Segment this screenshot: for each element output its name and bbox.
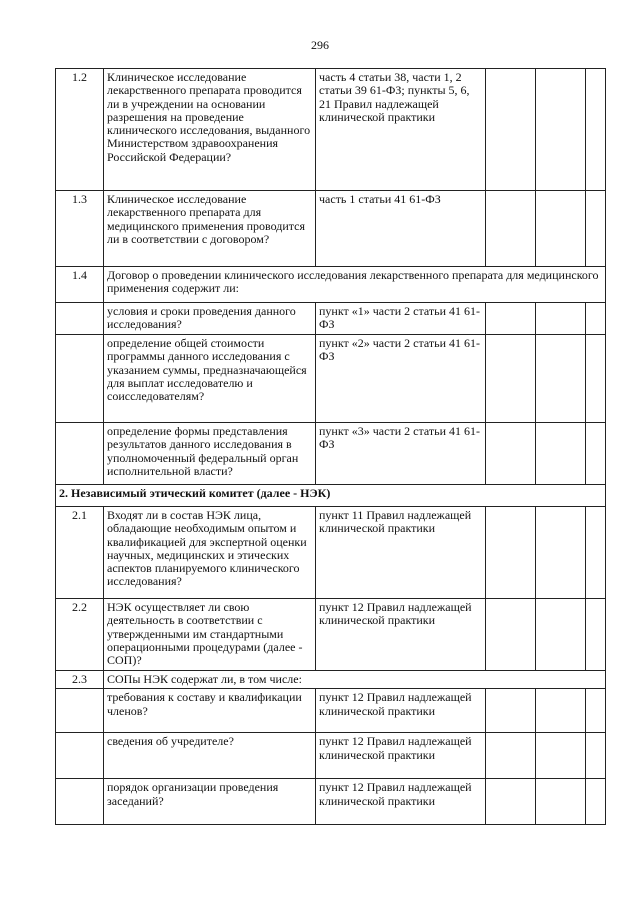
- notes-cell: [586, 303, 606, 335]
- answer-cell: [486, 733, 536, 779]
- question-cell: порядок организации проведения заседаний?: [104, 779, 316, 825]
- notes-cell: [586, 335, 606, 423]
- answer-cell: [536, 191, 586, 267]
- reference-cell: пункт 11 Правил надлежащей клинической практики: [316, 507, 486, 599]
- answer-cell: [486, 599, 536, 671]
- answer-cell: [536, 303, 586, 335]
- notes-cell: [586, 779, 606, 825]
- group-question-cell: Договор о проведении клинического исследования лекарственного препарата для медицинского применения содержит ли:: [104, 267, 606, 303]
- answer-cell: [486, 335, 536, 423]
- reference-cell: пункт «3» части 2 статьи 41 61-ФЗ: [316, 423, 486, 485]
- table-row: [56, 335, 606, 423]
- question-cell: НЭК осуществляет ли свою деятельность в соответствии с утвержденными им стандартными операционными процедурами (далее - СОП)?: [104, 599, 316, 671]
- reference-cell: часть 1 статьи 41 61-ФЗ: [316, 191, 486, 267]
- notes-cell: [586, 191, 606, 267]
- table-row: [56, 671, 606, 689]
- answer-cell: [486, 69, 536, 191]
- table-row: [56, 779, 606, 825]
- answer-cell: [536, 507, 586, 599]
- question-cell: Клиническое исследование лекарственного препарата для медицинского применения проводится ли в соответствии с договором?: [104, 191, 316, 267]
- table-row: [56, 303, 606, 335]
- reference-cell: пункт 12 Правил надлежащей клинической практики: [316, 689, 486, 733]
- answer-cell: [486, 303, 536, 335]
- answer-cell: [486, 507, 536, 599]
- question-cell: Клиническое исследование лекарственного препарата проводится ли в учреждении на основании разрешения на проведение клинического исследования, выданного Министерством здравоохранения Российской Федерации?: [104, 69, 316, 191]
- table-row: [56, 599, 606, 671]
- row-number: 1.2: [56, 69, 104, 191]
- reference-cell: пункт «2» части 2 статьи 41 61-ФЗ: [316, 335, 486, 423]
- answer-cell: [486, 689, 536, 733]
- row-number: 2.2: [56, 599, 104, 671]
- reference-cell: пункт 12 Правил надлежащей клинической практики: [316, 733, 486, 779]
- question-cell: условия и сроки проведения данного исследования?: [104, 303, 316, 335]
- answer-cell: [486, 779, 536, 825]
- notes-cell: [586, 599, 606, 671]
- answer-cell: [536, 733, 586, 779]
- row-number-empty: [56, 303, 104, 335]
- notes-cell: [586, 689, 606, 733]
- question-cell: требования к составу и квалификации членов?: [104, 689, 316, 733]
- row-number-empty: [56, 335, 104, 423]
- checklist-table: [55, 68, 606, 825]
- row-number-empty: [56, 733, 104, 779]
- answer-cell: [536, 779, 586, 825]
- question-cell: Входят ли в состав НЭК лица, обладающие необходимым опытом и квалификацией для экспертной оценки научных, медицинских и этических аспектов планируемого клинического исследования?: [104, 507, 316, 599]
- question-cell: определение формы представления результатов данного исследования в уполномоченный федеральный орган исполнительной власти?: [104, 423, 316, 485]
- answer-cell: [536, 69, 586, 191]
- table-row: [56, 507, 606, 599]
- table-row: [56, 191, 606, 267]
- notes-cell: [586, 69, 606, 191]
- answer-cell: [536, 599, 586, 671]
- notes-cell: [586, 507, 606, 599]
- row-number: 1.4: [56, 267, 104, 303]
- row-number: 2.1: [56, 507, 104, 599]
- reference-cell: часть 4 статьи 38, части 1, 2 статьи 39 61-ФЗ; пункты 5, 6, 21 Правил надлежащей клинической практики: [316, 69, 486, 191]
- answer-cell: [536, 689, 586, 733]
- answer-cell: [486, 191, 536, 267]
- notes-cell: [586, 423, 606, 485]
- question-cell: определение общей стоимости программы данного исследования с указанием суммы, предназначающейся для выплат исследователю и соисследователям?: [104, 335, 316, 423]
- table-row: [56, 423, 606, 485]
- notes-cell: [586, 733, 606, 779]
- page-number: 296: [311, 38, 329, 52]
- answer-cell: [536, 335, 586, 423]
- row-number-empty: [56, 689, 104, 733]
- answer-cell: [486, 423, 536, 485]
- table-row: [56, 267, 606, 303]
- reference-cell: пункт 12 Правил надлежащей клинической практики: [316, 779, 486, 825]
- table-row: [56, 689, 606, 733]
- section-title: 2. Независимый этический комитет (далее - НЭК): [56, 485, 606, 507]
- answer-cell: [536, 423, 586, 485]
- row-number: 2.3: [56, 671, 104, 689]
- group-question-cell: СОПы НЭК содержат ли, в том числе:: [104, 671, 606, 689]
- table-row: [56, 69, 606, 191]
- row-number-empty: [56, 779, 104, 825]
- row-number: 1.3: [56, 191, 104, 267]
- table-row: [56, 485, 606, 507]
- reference-cell: пункт 12 Правил надлежащей клинической практики: [316, 599, 486, 671]
- row-number-empty: [56, 423, 104, 485]
- question-cell: сведения об учредителе?: [104, 733, 316, 779]
- reference-cell: пункт «1» части 2 статьи 41 61-ФЗ: [316, 303, 486, 335]
- table-row: [56, 733, 606, 779]
